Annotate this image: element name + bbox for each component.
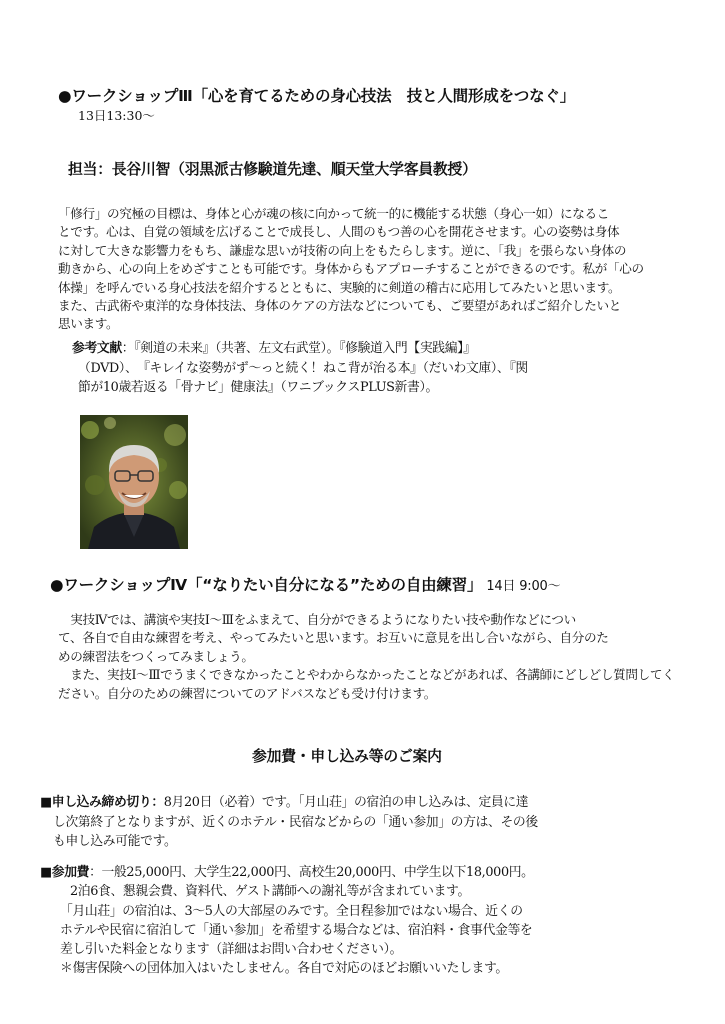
fee-line: ホテルや民宿に宿泊して「通い参加」を希望する場合などは、宿泊料・食事代金等を (60, 922, 533, 938)
fee-line: 差し引いた料金となります（詳細はお問い合わせください）。 (60, 942, 403, 958)
workshop4-body-line: 実技Ⅳでは、講演や実技Ⅰ〜Ⅲをふまえて、自分ができるようになりたい技や動作などについ (58, 612, 576, 627)
instructor-photo (80, 415, 188, 549)
workshop3-instructor: 担当：長谷川智（羽黒派古修験道先達、順天堂大学客員教授） (68, 161, 477, 178)
deadline-label: ■申し込み締め切り： (40, 795, 164, 810)
workshop4-time: 14日 9:00〜 (486, 579, 561, 594)
references-line: ：『剣道の未来』（共著、左文右武堂）。『修験道入門【実践編】』 (121, 341, 476, 356)
fee-section (40, 863, 680, 979)
workshop3-body-line: に対して大きな影響力をもち、謙虚な思いが技術の向上をもたらします。逆に、「我」を張らない身体の (58, 242, 627, 258)
guide-heading: 参加費・申し込み等のご案内 (252, 748, 442, 765)
fee-line: ：一般25,000円、大学生22,000円、高校生20,000円、中学生以下18,000円。 (89, 865, 534, 880)
references-line: 節が10歳若返る「骨ナビ」健康法』（ワニブックスPLUS新書）。 (78, 380, 438, 395)
fee-line: 「月山荘」の宿泊は、3〜5人の大部屋のみです。全日程参加ではない場合、近くの (60, 903, 523, 919)
fee-line: ＊傷害保険への団体加入はいたしません。各自で対応のほどお願いいたします。 (60, 961, 508, 977)
deadline-line: し次第終了となりますが、近くのホテル・民宿などからの「通い参加」の方は、その後 (53, 814, 538, 830)
workshop3-body-line: とです。心は、自覚の領域を広げることで成長し、人間のもつ善の心を開花させます。心の姿勢は身体 (58, 224, 620, 240)
workshop4-description (58, 611, 673, 703)
fee-label: ■参加費 (40, 865, 90, 880)
workshop3-title: ●ワークショップⅢ「心を育てるための身心技法 技と人間形成をつなぐ」 (58, 87, 576, 105)
workshop4-body-line: て、各自で自由な練習を考え、やってみたいと思います。お互いに意見を出し合いながら、自分のた (58, 630, 609, 646)
workshop3-body-line: 思います。 (58, 316, 119, 332)
deadline-line: も申し込み可能です。 (53, 834, 177, 849)
deadline-line: 8月20日（必着）です。「月山荘」の宿泊の申し込みは、定員に達 (163, 795, 529, 810)
workshop4-heading (50, 573, 560, 595)
references-line: （DVD）、 『キレイな姿勢がず〜っと続く！ねこ背が治る本』（だいわ文庫）、『関 (78, 360, 528, 376)
workshop4-body-line: ださい。自分のための練習についてのアドバスなども受け付けます。 (58, 685, 437, 701)
workshop4-body-line: めの練習法をつくってみましょう。 (58, 648, 254, 664)
workshop3-body-line: 体操」を呼んでいる身心技法を紹介するとともに、実験的に剣道の稽古に応用してみたいと思います。 (58, 279, 621, 295)
workshop4-body-line: また、実技Ⅰ〜Ⅲでうまくできなかったことやわからなかったことなどがあれば、各講師にどしどし質問してく (58, 667, 675, 683)
instructor-portrait-illustration (80, 415, 188, 549)
workshop3-body-line: 動きから、心の向上をめざすことも可能です。身体からもアプローチすることができるのです。私が「心の (58, 261, 644, 277)
fee-line: 2泊6食、懇親会費、資料代、ゲスト講師への謝礼等が含まれています。 (70, 884, 470, 900)
references-label: 参考文献 (72, 341, 122, 356)
workshop3-body-line: また、古武術や東洋的な身体技法、身体のケアの方法などについても、ご要望があればご紹介したいと (58, 298, 621, 314)
workshop3-time: 13日13:30〜 (78, 108, 155, 123)
workshop3-body-line: 「修行」の究極の目標は、身体と心が魂の核に向かって統一的に機能する状態（身心一如）になるこ (58, 206, 609, 221)
workshop3-references (72, 339, 672, 398)
workshop3-description (58, 205, 668, 334)
workshop4-title: ●ワークショップⅣ「“なりたい自分になる”ための自由練習」 (50, 576, 483, 594)
deadline-section (40, 793, 680, 852)
